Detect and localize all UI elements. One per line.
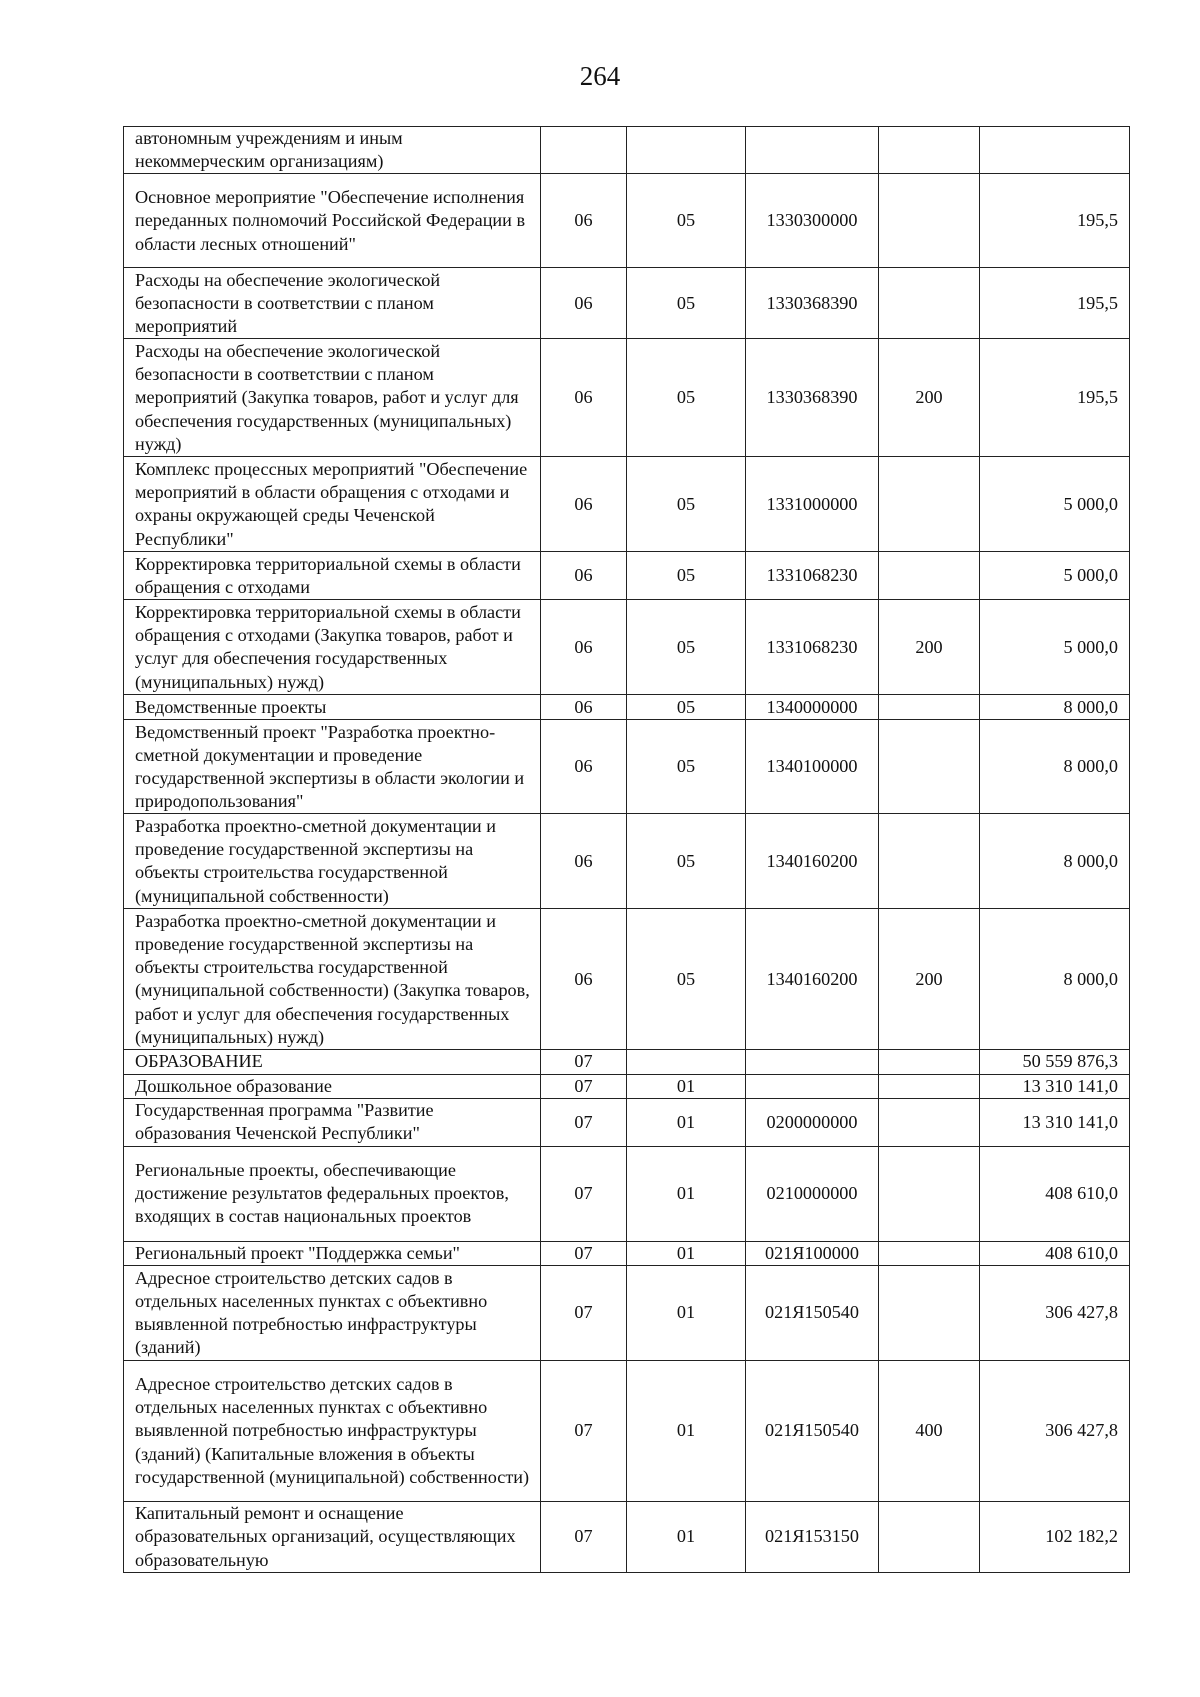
row-amount: 195,5 xyxy=(980,268,1130,339)
row-subsection: 01 xyxy=(627,1266,746,1361)
row-target-article: 1330368390 xyxy=(746,268,879,339)
budget-table xyxy=(123,126,1130,1573)
row-name: ОБРАЗОВАНИЕ xyxy=(124,1050,541,1074)
row-subsection: 05 xyxy=(627,552,746,600)
row-expense-type xyxy=(879,1266,980,1361)
row-expense-type xyxy=(879,814,980,909)
row-target-article: 1330368390 xyxy=(746,339,879,457)
table-row xyxy=(124,1098,1130,1146)
row-amount: 50 559 876,3 xyxy=(980,1050,1130,1074)
row-subsection: 05 xyxy=(627,174,746,268)
row-target-article: 021Я150540 xyxy=(746,1266,879,1361)
row-subsection: 01 xyxy=(627,1241,746,1265)
row-name: Корректировка территориальной схемы в области обращения с отходами (Закупка товаров, работ и услуг для обеспечения государственных (муниципальных) нужд) xyxy=(124,600,541,695)
row-section: 06 xyxy=(541,600,627,695)
row-expense-type: 400 xyxy=(879,1361,980,1502)
row-subsection: 01 xyxy=(627,1502,746,1573)
row-expense-type xyxy=(879,457,980,552)
row-amount: 195,5 xyxy=(980,339,1130,457)
table-row xyxy=(124,695,1130,720)
row-section: 06 xyxy=(541,720,627,814)
row-target-article xyxy=(746,1050,879,1074)
row-amount: 13 310 141,0 xyxy=(980,1098,1130,1146)
table-row xyxy=(124,814,1130,909)
row-subsection: 05 xyxy=(627,600,746,695)
table-row xyxy=(124,268,1130,339)
row-expense-type xyxy=(879,174,980,268)
row-name: Разработка проектно-сметной документации и проведение государственной экспертизы на объекты строительства государственной (муниципальной собственности) (Закупка товаров, работ и услуг для обеспечения государственных (муниципальных) нужд) xyxy=(124,909,541,1050)
row-expense-type xyxy=(879,552,980,600)
row-amount: 195,5 xyxy=(980,174,1130,268)
table-row xyxy=(124,127,1130,174)
row-name: Разработка проектно-сметной документации и проведение государственной экспертизы на объекты строительства государственной (муниципальной собственности) xyxy=(124,814,541,909)
row-subsection: 05 xyxy=(627,695,746,720)
row-expense-type xyxy=(879,268,980,339)
row-section: 07 xyxy=(541,1074,627,1098)
row-name: автономным учреждениям и иным некоммерческим организациям) xyxy=(124,127,541,174)
page-number: 264 xyxy=(579,61,621,91)
row-target-article xyxy=(746,127,879,174)
row-expense-type: 200 xyxy=(879,909,980,1050)
row-name: Основное мероприятие "Обеспечение исполнения переданных полномочий Российской Федерации в области лесных отношений" xyxy=(124,174,541,268)
row-expense-type: 200 xyxy=(879,600,980,695)
row-subsection: 05 xyxy=(627,814,746,909)
row-target-article: 1331068230 xyxy=(746,600,879,695)
row-amount: 5 000,0 xyxy=(980,457,1130,552)
row-section: 07 xyxy=(541,1502,627,1573)
row-expense-type xyxy=(879,1146,980,1241)
row-section: 07 xyxy=(541,1266,627,1361)
row-expense-type xyxy=(879,1241,980,1265)
row-name: Ведомственный проект "Разработка проектно-сметной документации и проведение государственной экспертизы в области экологии и природопользования" xyxy=(124,720,541,814)
table-row xyxy=(124,1241,1130,1265)
table-row xyxy=(124,1074,1130,1098)
row-amount xyxy=(980,127,1130,174)
row-subsection: 01 xyxy=(627,1361,746,1502)
row-amount: 5 000,0 xyxy=(980,552,1130,600)
row-target-article: 021Я150540 xyxy=(746,1361,879,1502)
row-expense-type xyxy=(879,1050,980,1074)
row-name: Региональные проекты, обеспечивающие достижение результатов федеральных проектов, входящих в состав национальных проектов xyxy=(124,1146,541,1241)
row-amount: 408 610,0 xyxy=(980,1146,1130,1241)
row-section: 06 xyxy=(541,268,627,339)
row-target-article: 1331068230 xyxy=(746,552,879,600)
row-target-article: 1331000000 xyxy=(746,457,879,552)
table-row xyxy=(124,600,1130,695)
row-subsection: 05 xyxy=(627,457,746,552)
table-row xyxy=(124,720,1130,814)
row-section: 07 xyxy=(541,1050,627,1074)
row-section: 06 xyxy=(541,174,627,268)
row-expense-type xyxy=(879,127,980,174)
table-row xyxy=(124,552,1130,600)
row-section: 07 xyxy=(541,1361,627,1502)
row-name: Региональный проект "Поддержка семьи" xyxy=(124,1241,541,1265)
row-expense-type xyxy=(879,720,980,814)
row-expense-type xyxy=(879,1074,980,1098)
row-expense-type xyxy=(879,1098,980,1146)
row-amount: 8 000,0 xyxy=(980,720,1130,814)
row-subsection: 01 xyxy=(627,1146,746,1241)
row-name: Расходы на обеспечение экологической безопасности в соответствии с планом мероприятий (Закупка товаров, работ и услуг для обеспечения государственных (муниципальных) нужд) xyxy=(124,339,541,457)
row-name: Адресное строительство детских садов в отдельных населенных пунктах с объективно выявленной потребностью инфраструктуры (зданий) (Капитальные вложения в объекты государственной (муниципальной) собственности) xyxy=(124,1361,541,1502)
row-section: 07 xyxy=(541,1241,627,1265)
row-expense-type: 200 xyxy=(879,339,980,457)
row-expense-type xyxy=(879,695,980,720)
row-amount: 5 000,0 xyxy=(980,600,1130,695)
row-amount: 8 000,0 xyxy=(980,695,1130,720)
row-subsection: 01 xyxy=(627,1074,746,1098)
row-section xyxy=(541,127,627,174)
row-name: Адресное строительство детских садов в отдельных населенных пунктах с объективно выявленной потребностью инфраструктуры (зданий) xyxy=(124,1266,541,1361)
row-target-article: 0200000000 xyxy=(746,1098,879,1146)
row-target-article: 1340100000 xyxy=(746,720,879,814)
table-row xyxy=(124,1050,1130,1074)
row-target-article: 021Я153150 xyxy=(746,1502,879,1573)
row-name: Государственная программа "Развитие образования Чеченской Республики" xyxy=(124,1098,541,1146)
row-subsection: 01 xyxy=(627,1098,746,1146)
table-row xyxy=(124,1266,1130,1361)
row-amount: 13 310 141,0 xyxy=(980,1074,1130,1098)
row-target-article: 0210000000 xyxy=(746,1146,879,1241)
table-row xyxy=(124,174,1130,268)
row-target-article: 021Я100000 xyxy=(746,1241,879,1265)
row-section: 06 xyxy=(541,814,627,909)
row-name: Ведомственные проекты xyxy=(124,695,541,720)
row-section: 07 xyxy=(541,1146,627,1241)
row-amount: 306 427,8 xyxy=(980,1266,1130,1361)
row-name: Комплекс процессных мероприятий "Обеспечение мероприятий в области обращения с отходами и охраны окружающей среды Чеченской Республики" xyxy=(124,457,541,552)
row-subsection xyxy=(627,127,746,174)
table-row xyxy=(124,1361,1130,1502)
row-amount: 408 610,0 xyxy=(980,1241,1130,1265)
row-section: 07 xyxy=(541,1098,627,1146)
row-section: 06 xyxy=(541,909,627,1050)
row-target-article xyxy=(746,1074,879,1098)
row-amount: 8 000,0 xyxy=(980,814,1130,909)
row-subsection: 05 xyxy=(627,909,746,1050)
row-target-article: 1340160200 xyxy=(746,814,879,909)
table-row xyxy=(124,339,1130,457)
row-target-article: 1330300000 xyxy=(746,174,879,268)
row-expense-type xyxy=(879,1502,980,1573)
row-section: 06 xyxy=(541,339,627,457)
row-name: Дошкольное образование xyxy=(124,1074,541,1098)
row-amount: 306 427,8 xyxy=(980,1361,1130,1502)
table-row xyxy=(124,1146,1130,1241)
row-amount: 8 000,0 xyxy=(980,909,1130,1050)
table-row xyxy=(124,1502,1130,1573)
row-name: Корректировка территориальной схемы в области обращения с отходами xyxy=(124,552,541,600)
row-target-article: 1340000000 xyxy=(746,695,879,720)
row-subsection: 05 xyxy=(627,339,746,457)
row-name: Капитальный ремонт и оснащение образовательных организаций, осуществляющих образовательную xyxy=(124,1502,541,1573)
table-row xyxy=(124,457,1130,552)
row-section: 06 xyxy=(541,552,627,600)
row-subsection: 05 xyxy=(627,720,746,814)
row-subsection: 05 xyxy=(627,268,746,339)
row-name: Расходы на обеспечение экологической безопасности в соответствии с планом мероприятий xyxy=(124,268,541,339)
row-subsection xyxy=(627,1050,746,1074)
row-amount: 102 182,2 xyxy=(980,1502,1130,1573)
row-section: 06 xyxy=(541,695,627,720)
table-row xyxy=(124,909,1130,1050)
row-target-article: 1340160200 xyxy=(746,909,879,1050)
row-section: 06 xyxy=(541,457,627,552)
